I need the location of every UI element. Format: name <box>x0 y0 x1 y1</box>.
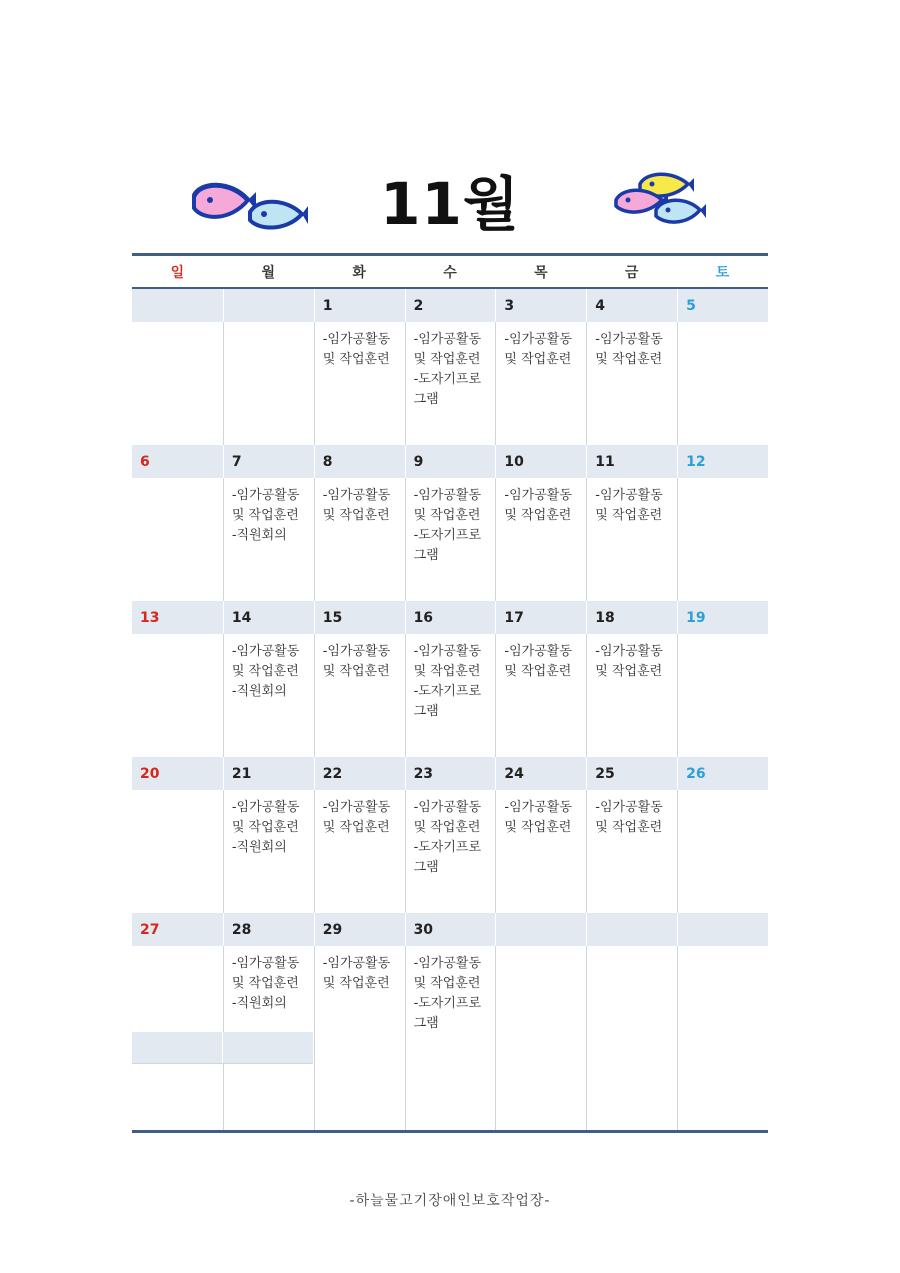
event-cell <box>677 634 768 757</box>
weekday-header-row <box>132 256 768 289</box>
event-cell: -임가공활동 및 작업훈련 <box>314 478 405 601</box>
event-cell: -임가공활동 및 작업훈련 <box>314 322 405 445</box>
bottom-rule <box>132 1130 768 1133</box>
week-1-events <box>132 322 768 445</box>
event-cell: -임가공활동 및 작업훈련 -직원회의 <box>223 634 314 757</box>
week-5-dates <box>132 913 768 946</box>
weekday-thursday: 목 <box>534 264 548 281</box>
date-cell: 12 <box>677 445 768 478</box>
event-cell: -임가공활동 및 작업훈련 -도자기프로그램 <box>405 946 496 1130</box>
event-cell <box>677 946 768 1130</box>
event-cell: -임가공활동 및 작업훈련 <box>314 634 405 757</box>
footer-organization: -하늘물고기장애인보호작업장- <box>349 1193 551 1209</box>
week-4-events <box>132 790 768 913</box>
date-cell: 3 <box>495 289 586 322</box>
date-cell: 23 <box>405 757 496 790</box>
date-cell: 29 <box>314 913 405 946</box>
event-cell: -임가공활동 및 작업훈련 <box>314 790 405 913</box>
date-cell: 14 <box>223 601 314 634</box>
date-cell: 1 <box>314 289 405 322</box>
event-cell <box>132 478 223 601</box>
event-cell: -임가공활동 및 작업훈련 <box>586 322 677 445</box>
date-cell: 11 <box>586 445 677 478</box>
week-2-dates <box>132 445 768 478</box>
weekday-friday: 금 <box>624 264 639 281</box>
date-cell: 25 <box>586 757 677 790</box>
date-cell: 27 <box>140 921 160 938</box>
event-cell <box>586 946 677 1130</box>
weekday-sunday: 일 <box>170 264 185 281</box>
event-cell: -임가공활동 및 작업훈련 -직원회의 <box>223 790 314 913</box>
date-cell: 15 <box>314 601 405 634</box>
date-cell: 8 <box>314 445 405 478</box>
date-cell: 6 <box>140 453 150 470</box>
event-cell: -임가공활동 및 작업훈련 -도자기프로그램 <box>405 478 496 601</box>
date-cell <box>677 913 768 946</box>
event-cell: -임가공활동 및 작업훈련 <box>495 790 586 913</box>
date-cell: 13 <box>140 609 160 626</box>
event-cell: -임가공활동 및 작업훈련 <box>586 634 677 757</box>
event-cell: -임가공활동 및 작업훈련 -도자기프로그램 <box>405 634 496 757</box>
event-cell: -임가공활동 및 작업훈련 -도자기프로그램 <box>405 322 496 445</box>
date-cell: 24 <box>495 757 586 790</box>
date-cell: 5 <box>677 289 768 322</box>
date-cell: 22 <box>314 757 405 790</box>
date-cell: 30 <box>405 913 496 946</box>
event-cell: -임가공활동 및 작업훈련 <box>586 790 677 913</box>
date-cell: 21 <box>223 757 314 790</box>
band-divider <box>222 1032 223 1063</box>
week-1-dates <box>132 289 768 322</box>
event-cell <box>677 322 768 445</box>
date-cell: 20 <box>140 765 160 782</box>
date-cell <box>132 289 223 322</box>
calendar-header <box>0 168 900 248</box>
event-cell: -임가공활동 및 작업훈련 -직원회의 <box>223 478 314 601</box>
weekday-monday: 월 <box>261 264 276 281</box>
date-cell: 18 <box>586 601 677 634</box>
date-cell <box>495 913 586 946</box>
date-cell: 28 <box>223 913 314 946</box>
date-cell: 17 <box>495 601 586 634</box>
weekday-wednesday: 수 <box>443 264 457 281</box>
event-cell: -임가공활동 및 작업훈련 <box>314 946 405 1130</box>
event-cell <box>132 634 223 757</box>
fish-trio-icon <box>612 170 708 230</box>
event-cell <box>132 790 223 913</box>
event-cell: -임가공활동 및 작업훈련 -직원회의 <box>223 946 314 1130</box>
date-cell: 26 <box>677 757 768 790</box>
date-cell <box>223 289 314 322</box>
extra-row-band <box>132 1032 313 1064</box>
event-cell <box>495 946 586 1130</box>
event-cell: -임가공활동 및 작업훈련 <box>586 478 677 601</box>
event-cell <box>677 478 768 601</box>
event-cell <box>677 790 768 913</box>
date-cell: 7 <box>223 445 314 478</box>
date-cell: 10 <box>495 445 586 478</box>
event-cell <box>223 322 314 445</box>
date-cell: 4 <box>586 289 677 322</box>
date-cell: 16 <box>405 601 496 634</box>
date-cell <box>586 913 677 946</box>
week-2-events <box>132 478 768 601</box>
date-cell: 9 <box>405 445 496 478</box>
calendar-table <box>132 253 768 1133</box>
week-3-dates <box>132 601 768 634</box>
week-5-events <box>132 946 768 1130</box>
week-3-events <box>132 634 768 757</box>
date-cell: 19 <box>677 601 768 634</box>
event-cell: -임가공활동 및 작업훈련 <box>495 322 586 445</box>
event-cell <box>132 322 223 445</box>
week-4-dates <box>132 757 768 790</box>
weekday-saturday: 토 <box>715 264 730 281</box>
date-cell: 2 <box>405 289 496 322</box>
event-cell: -임가공활동 및 작업훈련 -도자기프로그램 <box>405 790 496 913</box>
month-title: 11월 <box>380 170 520 238</box>
weekday-tuesday: 화 <box>352 264 366 281</box>
event-cell: -임가공활동 및 작업훈련 <box>495 634 586 757</box>
event-cell: -임가공활동 및 작업훈련 <box>495 478 586 601</box>
